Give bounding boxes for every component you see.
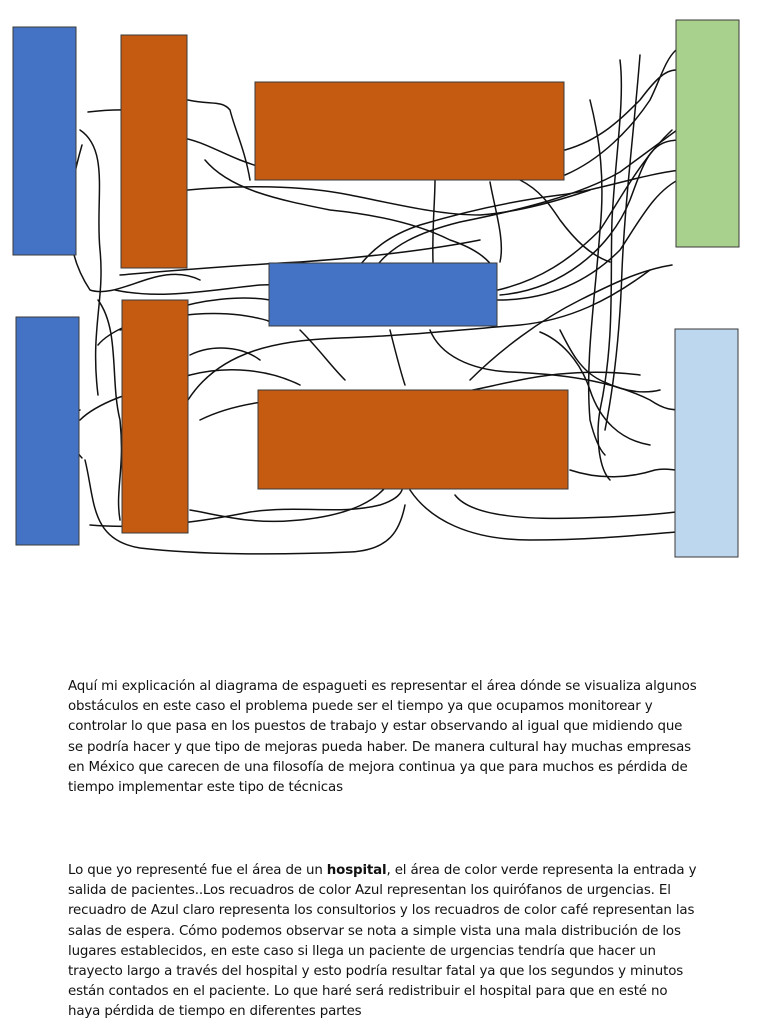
path-line xyxy=(355,170,680,272)
explanation-paragraph: Aquí mi explicación al diagrama de espagueti es representar el área dónde se visualiza algunos obstáculos en este caso el problema puede ser el tiempo ya que ocupamos monitorear y controlar lo que pasa en los puestos de trabajo y estar observando al igual que midiendo que se podría hacer y que tipo de mejoras pueda haber. De manera cultural hay muchas empresas en México que carecen de una filosofía de mejora continua ya que para muchos es pérdida de tiempo implementar este tipo de técnicas xyxy=(68,679,697,796)
path-line xyxy=(598,60,621,480)
path-line xyxy=(589,100,605,455)
box-green-right xyxy=(676,20,739,247)
box-brown-bottom-center xyxy=(258,390,568,489)
paragraph-text-start: Lo que yo representé fue el área de un xyxy=(68,863,327,878)
path-line xyxy=(80,130,101,395)
hospital-description-paragraph xyxy=(68,861,698,1023)
box-lightblue-right xyxy=(675,329,738,557)
path-line xyxy=(188,100,250,180)
path-line xyxy=(490,182,501,262)
box-brown-top-center xyxy=(255,82,564,180)
path-line xyxy=(570,469,676,477)
hospital-bold-word: hospital xyxy=(326,863,387,878)
box-blue-top-left xyxy=(13,27,76,255)
path-line xyxy=(98,300,121,520)
path-line xyxy=(190,348,260,360)
path-line xyxy=(470,265,672,380)
box-brown-bottom-left xyxy=(122,300,188,533)
path-line xyxy=(188,187,590,215)
path-line xyxy=(390,330,405,385)
box-blue-center xyxy=(269,263,497,326)
path-line xyxy=(455,495,676,518)
box-blue-bottom-left xyxy=(16,317,79,545)
box-brown-top-left xyxy=(121,35,187,268)
paragraph-text-rest: , el área de color verde representa la entrada y salida de pacientes..Los recuadros de color Azul representan los quirófanos de urgencias. El recuadro de Azul claro representa los consultorios y los recuadros de color café representan las salas de espera. Cómo podemos observar se nota a simple vista una mala distribución de los lugares establecidos, en este caso si llega un paciente de urgencias tendría que hacer un trayecto largo a través del hospital y esto podría resultar fatal ya que los segundos y minutos están contados en el paciente. Lo que haré será redistribuir el hospital para que en esté no haya pérdida de tiempo en diferentes partes xyxy=(68,863,697,1020)
